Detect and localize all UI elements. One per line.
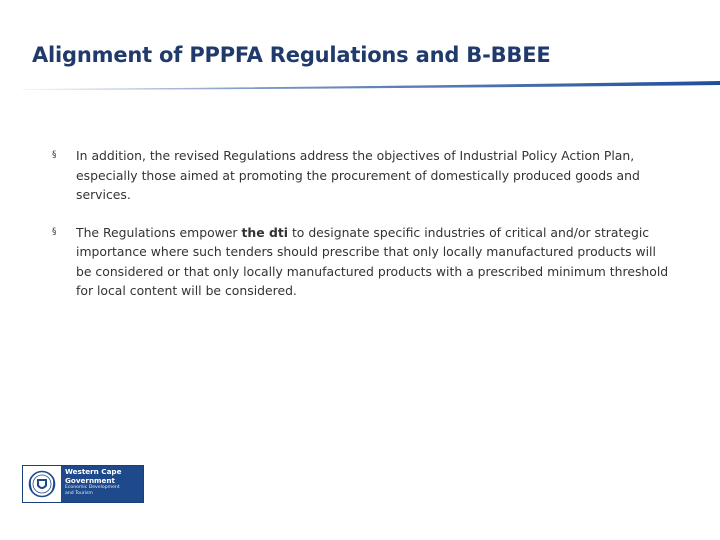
bullet-marker: § <box>52 150 57 160</box>
bullet-emphasis: the dti <box>241 224 288 240</box>
logo-line-1: Western Cape <box>65 467 122 476</box>
title-underline <box>22 78 720 92</box>
bullet-text: In addition, the revised Regulations address the objectives of Industrial Policy Action Plan, especially those aimed at promoting the procurement of domestically produced goods and services. <box>76 148 640 202</box>
logo-line-3: Economic Development <box>65 485 120 490</box>
bullet-marker: § <box>52 226 57 237</box>
bullet-text-end: to designate specific industries of critical and/or strategic importance where such tenders should prescribe that only locally manufactured products will be considered or that only locally manufactured products with a prescribed minimum threshold for local content will be considered. <box>76 224 669 298</box>
logo-line-2: Government <box>65 475 115 485</box>
slide-title: Alignment of PPPFA Regulations and B-BBEE <box>32 43 551 67</box>
crest-icon <box>23 466 61 502</box>
western-cape-government-logo <box>22 465 144 503</box>
logo-line-4: and Tourism <box>65 490 93 496</box>
logo-text-panel <box>61 466 143 502</box>
bullet-item <box>52 146 672 205</box>
bullet-item <box>52 223 672 301</box>
bullet-text-start: The Regulations empower <box>76 224 242 240</box>
bullet-list <box>52 146 672 301</box>
